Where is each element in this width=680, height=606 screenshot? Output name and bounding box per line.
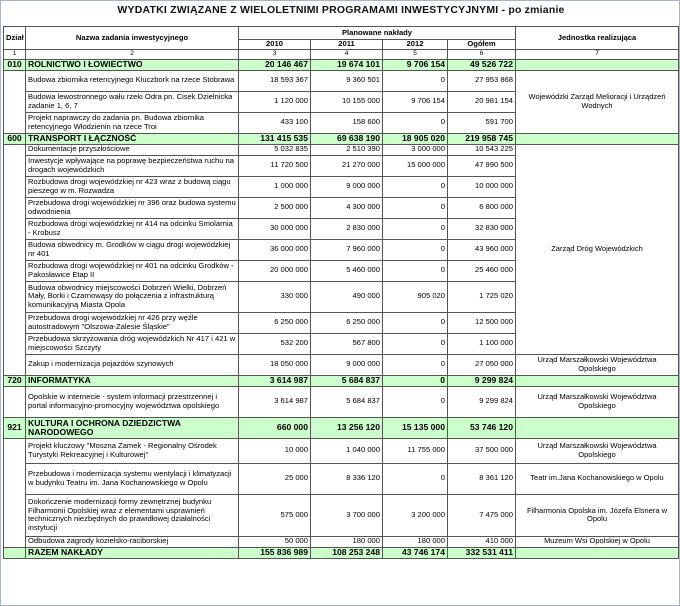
header-ogolem: Ogółem (448, 40, 516, 50)
header-2011: 2011 (311, 40, 383, 50)
value-2012: 0 (383, 218, 448, 239)
value-2010: 20 000 000 (239, 260, 311, 281)
value-2010: 3 614 987 (239, 386, 311, 417)
dzial-cell (4, 438, 26, 547)
section-ogolem: 9 299 824 (448, 375, 516, 386)
task-name: Budowa obwodnicy m. Grodków w ciągu drogi wojewódzkiej nr 401 (26, 239, 239, 260)
col-number: 6 (448, 50, 516, 60)
value-2011: 7 960 000 (311, 239, 383, 260)
value-2012: 905 020 (383, 281, 448, 312)
value-2012: 0 (383, 463, 448, 494)
value-ogolem: 1 725 020 (448, 281, 516, 312)
section-2010: 3 614 987 (239, 375, 311, 386)
value-2011: 2 830 000 (311, 218, 383, 239)
implementing-unit: Urząd Marszałkowski Województwa Opolskiego (516, 386, 679, 417)
total-unit (516, 547, 679, 558)
value-ogolem: 27 953 868 (448, 70, 516, 91)
value-2011: 10 155 000 (311, 91, 383, 112)
value-ogolem: 6 800 000 (448, 197, 516, 218)
value-2010: 11 720 500 (239, 155, 311, 176)
section-row (4, 133, 679, 144)
implementing-unit: Teatr im.Jana Kochanowskiego w Opolu (516, 463, 679, 494)
value-2011: 180 000 (311, 536, 383, 547)
implementing-unit: Muzeum Wsi Opolskiej w Opolu (516, 536, 679, 547)
implementing-unit: Urząd Marszałkowski Województwa Opolskiego (516, 354, 679, 375)
section-name: KULTURA I OCHRONA DZIEDZICTWA NARODOWEGO (26, 417, 239, 438)
value-2011: 567 800 (311, 333, 383, 354)
dzial-cell (4, 386, 26, 417)
task-name: Budowa lewostronnego wału rzeki Odra pn. Cisek Dzielnicka zadanie 1, 6, 7 (26, 91, 239, 112)
value-2010: 1 120 000 (239, 91, 311, 112)
value-2010: 18 593 367 (239, 70, 311, 91)
header-jednostka: Jednostka realizująca (516, 27, 679, 50)
value-2012: 0 (383, 354, 448, 375)
value-ogolem: 25 460 000 (448, 260, 516, 281)
col-number: 2 (26, 50, 239, 60)
header-2012: 2012 (383, 40, 448, 50)
value-2011: 1 040 000 (311, 438, 383, 463)
value-2012: 0 (383, 70, 448, 91)
task-name: Dokumentacje przyszłościowe (26, 144, 239, 155)
col-number: 4 (311, 50, 383, 60)
value-2011: 9 000 000 (311, 176, 383, 197)
section-2012: 9 706 154 (383, 59, 448, 70)
section-row (4, 375, 679, 386)
section-dzial: 010 (4, 59, 26, 70)
section-2011: 5 684 837 (311, 375, 383, 386)
value-2010: 6 250 000 (239, 312, 311, 333)
task-name: Budowa obwodnicy miejscowości Dobrzeń Wielki, Dobrzeń Mały, Borki i Czarnowąsy do połączenia z infrastrukturą komunikacyjną Miasta Opola (26, 281, 239, 312)
total-label: RAZEM NAKŁADY (26, 547, 239, 558)
header-dzial: Dział (4, 27, 26, 50)
value-2010: 575 000 (239, 494, 311, 536)
section-row (4, 59, 679, 70)
value-2012: 0 (383, 312, 448, 333)
section-dzial: 600 (4, 133, 26, 144)
value-2012: 0 (383, 112, 448, 133)
section-2010: 131 415 535 (239, 133, 311, 144)
section-name: ROLNICTWO I ŁOWIECTWO (26, 59, 239, 70)
value-2010: 50 000 (239, 536, 311, 547)
value-ogolem: 32 830 000 (448, 218, 516, 239)
value-2010: 5 032 835 (239, 144, 311, 155)
section-row (4, 417, 679, 438)
section-ogolem: 53 746 120 (448, 417, 516, 438)
section-name: TRANSPORT I ŁĄCZNOŚĆ (26, 133, 239, 144)
value-ogolem: 8 361 120 (448, 463, 516, 494)
value-ogolem: 10 000 000 (448, 176, 516, 197)
value-2010: 532 200 (239, 333, 311, 354)
value-2012: 0 (383, 260, 448, 281)
section-2010: 660 000 (239, 417, 311, 438)
value-2012: 0 (383, 333, 448, 354)
value-2011: 490 000 (311, 281, 383, 312)
section-unit (516, 133, 679, 144)
task-name: Budowa zbiornika retencyjnego Kluczbork na rzece Stobrawa (26, 70, 239, 91)
value-2011: 5 684 837 (311, 386, 383, 417)
task-name: Opolskie w internecie - system informacji przestrzennej i portal informacyjno-promocyjny województwa opolskiego (26, 386, 239, 417)
section-ogolem: 219 958 745 (448, 133, 516, 144)
value-2012: 0 (383, 386, 448, 417)
value-2011: 4 300 000 (311, 197, 383, 218)
value-2011: 5 460 000 (311, 260, 383, 281)
value-2011: 158 600 (311, 112, 383, 133)
value-2012: 0 (383, 197, 448, 218)
value-2010: 25 000 (239, 463, 311, 494)
value-2011: 6 250 000 (311, 312, 383, 333)
task-name: Przebudowa drogi wojewódzkiej nr 426 przy węźle autostradowym "Olszowa-Zalesie Śląskie" (26, 312, 239, 333)
value-2010: 18 050 000 (239, 354, 311, 375)
value-ogolem: 9 299 824 (448, 386, 516, 417)
value-ogolem: 12 500 000 (448, 312, 516, 333)
total-row (4, 547, 679, 558)
task-name: Rozbudowa drogi wojewódzkiej nr 423 wraz z budową ciągu pieszego w m. Rozwadza (26, 176, 239, 197)
task-name: Zakup i modernizacja pojazdów szynowych (26, 354, 239, 375)
dzial-cell (4, 144, 26, 375)
total-2012: 43 746 174 (383, 547, 448, 558)
value-ogolem: 7 475 000 (448, 494, 516, 536)
dzial-cell (4, 70, 26, 133)
section-2011: 13 256 120 (311, 417, 383, 438)
value-2010: 36 000 000 (239, 239, 311, 260)
header-planowane: Planowane nakłady (239, 27, 516, 40)
value-2012: 3 200 000 (383, 494, 448, 536)
value-ogolem: 410 000 (448, 536, 516, 547)
value-2010: 30 000 000 (239, 218, 311, 239)
value-2012: 11 755 000 (383, 438, 448, 463)
table-row (4, 386, 679, 417)
task-name: Projekt kluczowy "Moszna Zamek - Regionalny Ośrodek Turystyki Rekreacyjnej i Kulturowej" (26, 438, 239, 463)
total-dzial (4, 547, 26, 558)
value-2012: 0 (383, 239, 448, 260)
value-2011: 9 000 000 (311, 354, 383, 375)
header-2010: 2010 (239, 40, 311, 50)
page-title: WYDATKI ZWIĄZANE Z WIELOLETNIMI PROGRAMAMI INWESTYCYJNYMI - po zmianie (117, 4, 565, 16)
value-2011: 9 360 501 (311, 70, 383, 91)
table-row (4, 438, 679, 463)
value-2012: 180 000 (383, 536, 448, 547)
implementing-unit: Urząd Marszałkowski Województwa Opolskiego (516, 438, 679, 463)
task-name: Inwestycje wpływające na poprawę bezpieczeństwa ruchu na drogach wojewódzkich (26, 155, 239, 176)
value-ogolem: 1 100 000 (448, 333, 516, 354)
value-ogolem: 43 960 000 (448, 239, 516, 260)
value-2010: 2 500 000 (239, 197, 311, 218)
section-unit (516, 375, 679, 386)
total-2011: 108 253 248 (311, 547, 383, 558)
implementing-unit: Filharmonia Opolska im. Józefa Elsnera w Opolu (516, 494, 679, 536)
table-row (4, 494, 679, 536)
table-row (4, 463, 679, 494)
section-2011: 69 638 190 (311, 133, 383, 144)
task-name: Dokończenie modernizacji formy zewnętrznej budynku Filharmonii Opolskiej wraz z elementami usprawnień technicznych niezbędnych do prawidłowej działalności instytucji (26, 494, 239, 536)
section-2010: 20 146 467 (239, 59, 311, 70)
section-name: INFORMATYKA (26, 375, 239, 386)
section-dzial: 921 (4, 417, 26, 438)
value-2010: 1 000 000 (239, 176, 311, 197)
value-ogolem: 27 050 000 (448, 354, 516, 375)
value-2012: 15 000 000 (383, 155, 448, 176)
task-name: Przebudowa i modernizacja systemu wentylacji i klimatyzacji w budynku Teatru im. Jana Kochanowskiego w Opolu (26, 463, 239, 494)
task-name: Projekt naprawczy do zadania pn. Budowa zbiornika retencyjnego Włodzienin na rzece Troi (26, 112, 239, 133)
value-2012: 9 706 154 (383, 91, 448, 112)
total-2010: 155 836 989 (239, 547, 311, 558)
value-2011: 3 700 000 (311, 494, 383, 536)
value-2010: 330 000 (239, 281, 311, 312)
value-ogolem: 47 990 500 (448, 155, 516, 176)
section-2012: 18 905 020 (383, 133, 448, 144)
section-2012: 15 135 000 (383, 417, 448, 438)
value-2011: 8 336 120 (311, 463, 383, 494)
value-2012: 3 000 000 (383, 144, 448, 155)
table-row (4, 144, 679, 155)
value-ogolem: 20 981 154 (448, 91, 516, 112)
value-2010: 433 100 (239, 112, 311, 133)
col-number: 1 (4, 50, 26, 60)
value-2011: 2 510 390 (311, 144, 383, 155)
value-ogolem: 591 700 (448, 112, 516, 133)
col-number: 7 (516, 50, 679, 60)
investment-table (3, 26, 679, 559)
section-unit (516, 417, 679, 438)
value-2012: 0 (383, 176, 448, 197)
value-ogolem: 37 500 000 (448, 438, 516, 463)
implementing-unit: Zarząd Dróg Wojewódzkich (516, 144, 679, 354)
value-2011: 21 270 000 (311, 155, 383, 176)
section-2012: 0 (383, 375, 448, 386)
task-name: Rozbudowa drogi wojewódzkiej nr 401 na odcinku Grodków -Pakosławice Etap II (26, 260, 239, 281)
table-row (4, 536, 679, 547)
task-name: Rozbudowa drogi wojewódzkiej nr 414 na odcinku Smolarnia - Krobusz (26, 218, 239, 239)
col-number: 5 (383, 50, 448, 60)
col-number: 3 (239, 50, 311, 60)
table-row (4, 354, 679, 375)
section-dzial: 720 (4, 375, 26, 386)
implementing-unit: Wojewódzki Zarząd Melioracji i Urządzeń Wodnych (516, 70, 679, 133)
task-name: Przebudowa drogi wojewódzkiej nr 396 oraz budowa systemu odwodnienia (26, 197, 239, 218)
section-ogolem: 49 526 722 (448, 59, 516, 70)
total-ogolem: 332 531 411 (448, 547, 516, 558)
task-name: Przebudowa skrzyżowania dróg wojewódzkich Nr 417 i 421 w miejscowości Szczyty (26, 333, 239, 354)
task-name: Odbudowa zagrody kozielsko-raciborskiej (26, 536, 239, 547)
section-2011: 19 674 101 (311, 59, 383, 70)
header-nazwa: Nazwa zadania inwestycyjnego (26, 27, 239, 50)
section-unit (516, 59, 679, 70)
value-ogolem: 10 543 225 (448, 144, 516, 155)
table-row (4, 70, 679, 91)
value-2010: 10 000 (239, 438, 311, 463)
